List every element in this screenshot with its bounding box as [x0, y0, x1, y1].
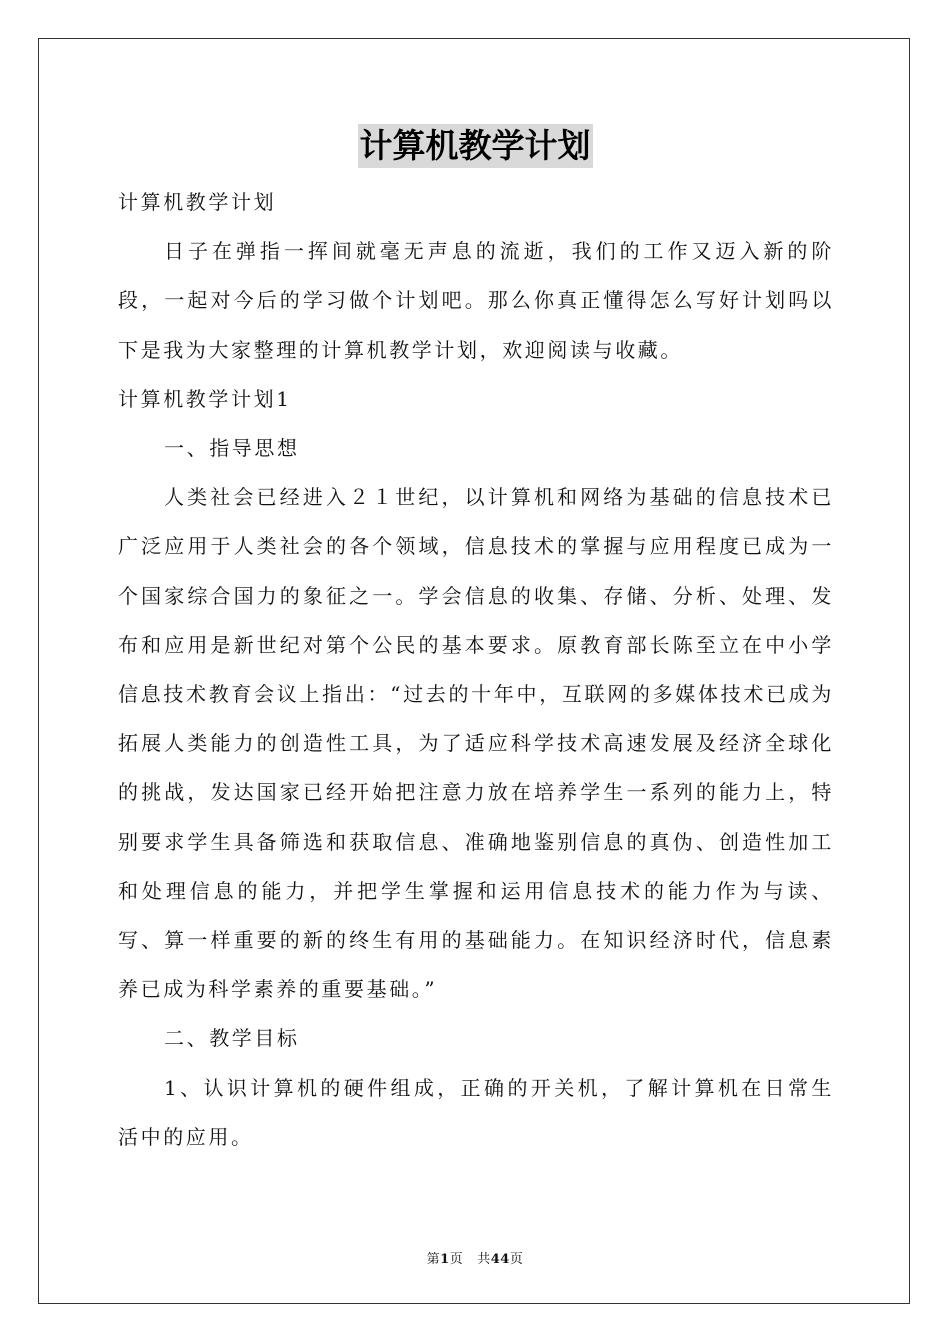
page-footer	[0, 1248, 950, 1267]
guiding-thought-heading: 一、指导思想	[164, 436, 300, 461]
teaching-goals-heading: 二、教学目标	[164, 1026, 300, 1051]
goal-item-paragraph: 1、认识计算机的硬件组成，正确的开关机，了解计算机在日常生活中的应用。	[118, 1075, 834, 1149]
footer-total-suffix: 页	[509, 1252, 524, 1267]
guiding-thought-paragraph: 人类社会已经进入２１世纪，以计算机和网络为基础的信息技术已广泛应用于人类社会的各个领域，信息技术的掌握与应用程度已成为一个国家综合国力的象征之一。学会信息的收集、存储、分析、处理、发布和应用是新世纪对第个公民的基本要求。原教育部长陈至立在中小学信息技术教育会议上指出：“过去的十年中，互联网的多媒体技术已成为拓展人类能力的创造性工具，为了适应科学技术高速发展及经济全球化的挑战，发达国家已经开始把注意力放在培养学生一系列的能力上，特别要求学生具备筛选和获取信息、准确地鉴别信息的真伪、创造性加工和处理信息的能力，并把学生掌握和运用信息技术的能力作为与读、写、算一样重要的新的终生有用的基础能力。在知识经济时代，信息素养已成为科学素养的重要基础。”	[118, 485, 834, 1002]
footer-total-prefix: 共	[477, 1252, 491, 1267]
document-body	[118, 178, 834, 1162]
document-title: 计算机教学计划	[358, 124, 593, 168]
footer-page-suffix: 页	[449, 1252, 464, 1267]
footer-total-pages: 44	[490, 1252, 510, 1267]
intro-paragraph: 日子在弹指一挥间就毫无声息的流逝，我们的工作又迈入新的阶段，一起对今后的学习做个计划吧。那么你真正懂得怎么写好计划吗以下是我为大家整理的计算机教学计划，欢迎阅读与收藏。	[118, 239, 834, 362]
footer-page-number: 1	[440, 1252, 450, 1267]
subtitle-paragraph: 计算机教学计划	[118, 190, 277, 214]
section-heading: 计算机教学计划1	[118, 386, 292, 411]
title-container	[0, 124, 950, 168]
footer-prefix: 第	[426, 1252, 441, 1267]
